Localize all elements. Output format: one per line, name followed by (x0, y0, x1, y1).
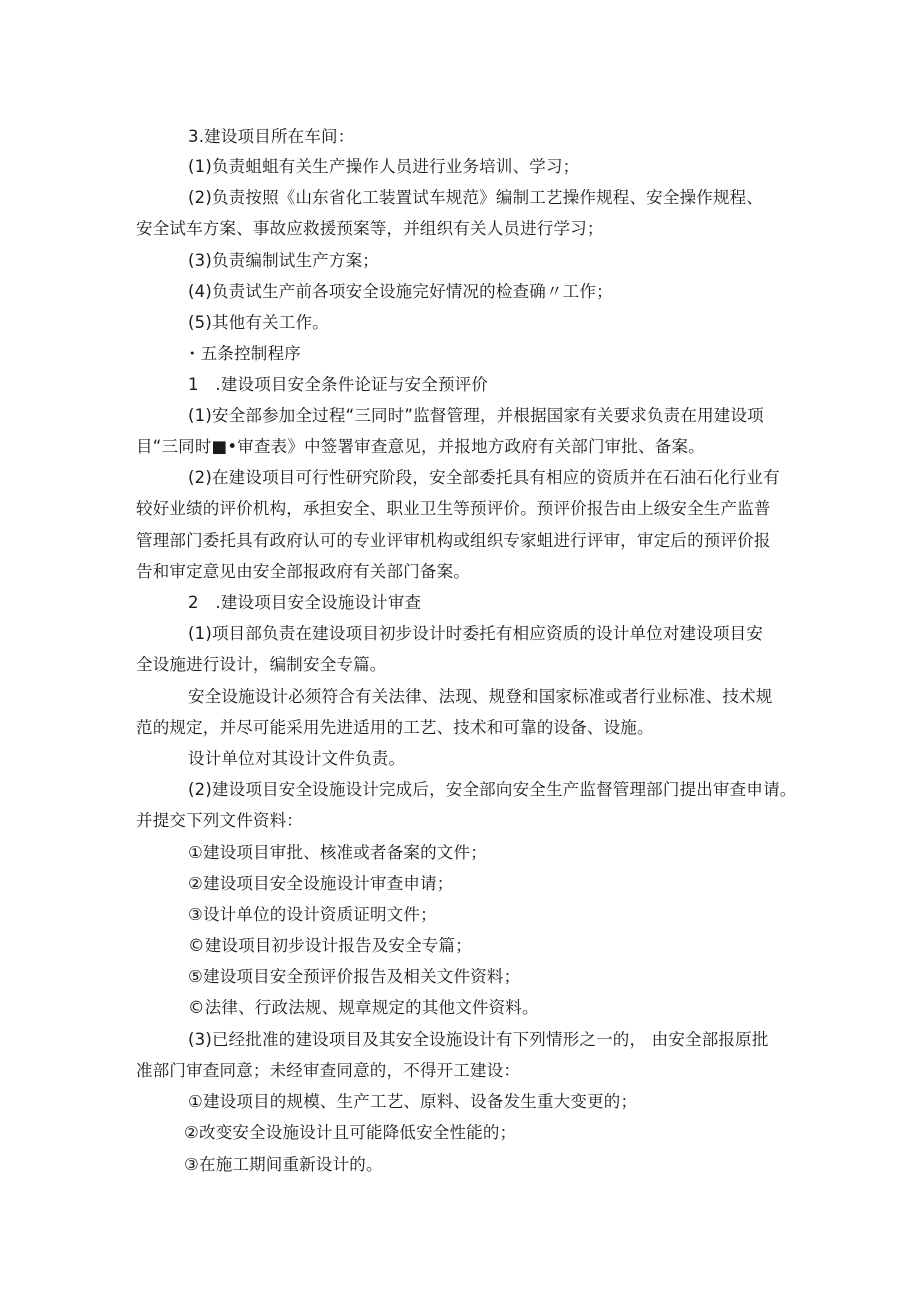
paragraph-line: 设计单位对其设计文件负责。 (188, 749, 406, 768)
paragraph-line: 并提交下列文件资料： (136, 811, 303, 830)
list-item: ②改变安全设施设计且可能降低安全性能的； (184, 1123, 517, 1142)
subsection-heading: 2 .建设项目安全设施设计审查 (188, 593, 422, 612)
paragraph-line: 较好业绩的评价机构，承担安全、职业卫生等预评价。预评价报告由上级安全生产监普 (136, 499, 771, 518)
subsection-heading: 1 .建设项目安全条件论证与安全预评价 (188, 375, 489, 394)
paragraph-line: 目“三同时■•审查表》中签署审查意见，并报地方政府有关部门审批、备案。 (136, 437, 705, 456)
section-heading-workshop: 3.建设项目所在车间： (188, 127, 355, 146)
list-item: ⑤建设项目安全预评价报告及相关文件资料； (188, 967, 521, 986)
list-item: ③在施工期间重新设计的。 (184, 1155, 383, 1174)
paragraph-line: (4)负责试生产前各项安全设施完好情况的检查确〃工作； (188, 282, 613, 301)
list-item: ©法律、行政法规、规章规定的其他文件资料。 (188, 998, 539, 1017)
paragraph-line: (1)负责蛆蛆有关生产操作人员进行业务培训、学习； (188, 157, 580, 176)
paragraph-line: 全设施进行设计，编制安全专篇。 (136, 655, 387, 674)
paragraph-line: 安全试车方案、事故应救援预案等，并组织有关人员进行学习； (136, 219, 604, 238)
list-item: ②建设项目安全设施设计审查申请； (188, 874, 454, 893)
paragraph-line: (5)其他有关工作。 (188, 313, 329, 332)
paragraph-line: 准部门审查同意；未经审查同意的，不得开工建设： (136, 1061, 521, 1080)
paragraph-line: 范的规定，并尽可能采用先进适用的工艺、技术和可靠的设备、设施。 (136, 718, 654, 737)
paragraph-line: (2)建设项目安全设施设计完成后，安全部向安全生产监督管理部门提出审查申请。 (188, 780, 797, 799)
list-item: ①建设项目的规模、生产工艺、原料、设备发生重大变更的； (188, 1092, 638, 1111)
paragraph-line: (2)在建设项目可行性研究阶段，安全部委托具有相应的资质并在石油石化行业有 (188, 468, 780, 487)
paragraph-line: 告和审定意见由安全部报政府有关部门备案。 (136, 562, 470, 581)
paragraph-line: (1)项目部负责在建设项目初步设计时委托有相应资质的设计单位对建设项目安 (188, 624, 764, 643)
paragraph-line: 安全设施设计必须符合有关法律、法现、规登和国家标准或者行业标准、技术规 (188, 687, 773, 706)
paragraph-line: (2)负责按照《山东省化工装置试车规范》编制工艺操作规程、安全操作规程、 (188, 188, 764, 207)
list-item: ©建设项目初步设计报告及安全专篇； (188, 936, 472, 955)
paragraph-line: 管理部门委托具有政府认可的专业评审机构或组织专家蛆进行评审，审定后的预评价报 (136, 531, 771, 550)
paragraph-line: (3)负责编制试生产方案； (188, 251, 379, 270)
section-heading-control: ・五条控制程序 (184, 344, 301, 363)
list-item: ①建设项目审批、核准或者备案的文件； (188, 843, 487, 862)
paragraph-line: (1)安全部参加全过程“三同时”监督管理，并根据国家有关要求负责在用建设项 (188, 406, 764, 425)
list-item: ③设计单位的设计资质证明文件； (188, 905, 437, 924)
paragraph-line: (3)已经批准的建设项目及其安全设施设计有下列情形之一的， 由安全部报原批 (188, 1030, 769, 1049)
